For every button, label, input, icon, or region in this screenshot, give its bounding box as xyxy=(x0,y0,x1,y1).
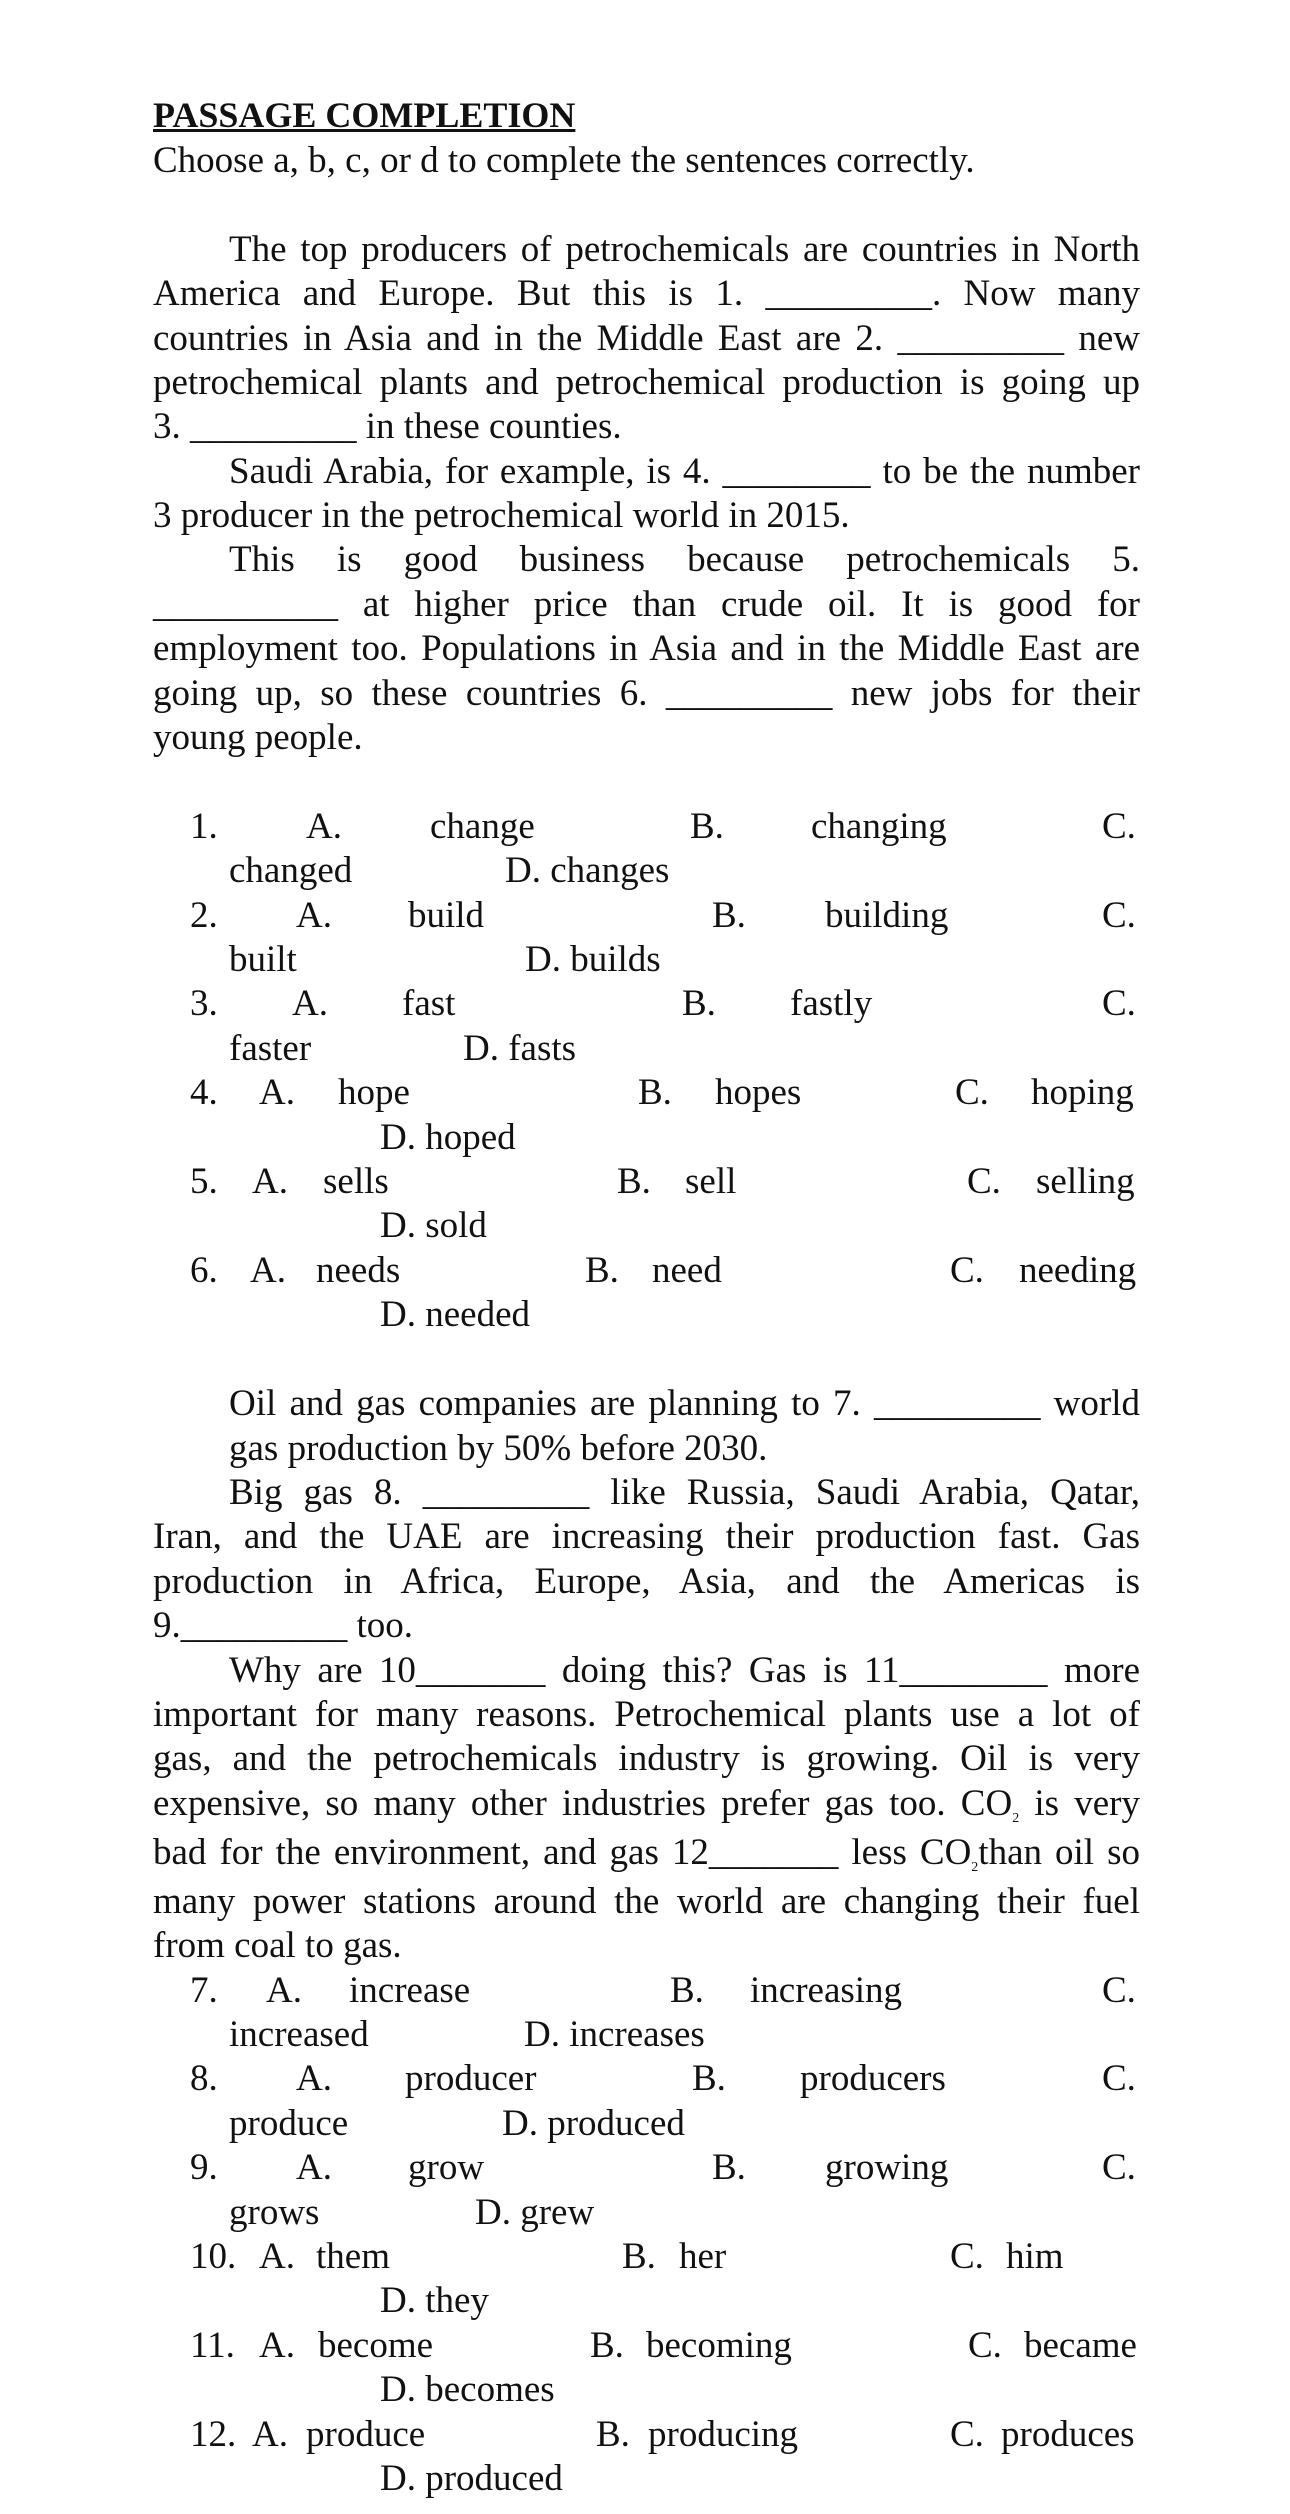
option-b-text[interactable]: becoming xyxy=(646,2325,792,2366)
option-c-text[interactable]: selling xyxy=(1036,1161,1135,1202)
question-number: 8. xyxy=(190,2058,218,2099)
option-c-text[interactable]: produce xyxy=(229,2103,349,2144)
passage-line: gas, and the petrochemicals industry is growing. Oil is very xyxy=(153,1738,1140,1779)
option-a-text[interactable]: produce xyxy=(306,2414,426,2455)
option-a-label: A. xyxy=(292,983,328,1024)
option-d[interactable]: D. they xyxy=(380,2280,489,2321)
passage-line: __________ at higher price than crude oil. It is good for xyxy=(153,584,1140,625)
question-number: 4. xyxy=(190,1072,218,1113)
question-number: 2. xyxy=(190,895,218,936)
option-d[interactable]: D. grew xyxy=(475,2192,595,2233)
option-a-label: A. xyxy=(252,1161,288,1202)
option-a-label: A. xyxy=(259,2325,295,2366)
option-a-label: A. xyxy=(250,1250,286,1291)
option-b-text[interactable]: her xyxy=(679,2236,727,2277)
page-title: PASSAGE COMPLETION xyxy=(153,95,576,135)
option-a-label: A. xyxy=(266,1970,302,2011)
option-b-label: B. xyxy=(682,983,716,1024)
passage-line: Iran, and the UAE are increasing their production fast. Gas xyxy=(153,1516,1140,1557)
option-c-text[interactable]: hoping xyxy=(1031,1072,1134,1113)
option-a-text[interactable]: build xyxy=(408,895,485,936)
option-c-text[interactable]: needing xyxy=(1019,1250,1137,1291)
option-b-label: B. xyxy=(638,1072,672,1113)
option-b-text[interactable]: producing xyxy=(648,2414,799,2455)
option-c-text[interactable]: became xyxy=(1024,2325,1137,2366)
option-c-label: C. xyxy=(967,1161,1001,1202)
passage-line: from coal to gas. xyxy=(153,1925,402,1966)
option-d[interactable]: D. increases xyxy=(524,2014,705,2055)
option-d[interactable]: D. fasts xyxy=(463,1028,577,1069)
option-b-text[interactable]: growing xyxy=(825,2147,949,2188)
option-d[interactable]: D. needed xyxy=(380,1294,530,1335)
option-c-label: C. xyxy=(950,2236,984,2277)
option-b-label: B. xyxy=(596,2414,630,2455)
option-b-label: B. xyxy=(617,1161,651,1202)
question-number: 5. xyxy=(190,1161,218,1202)
option-a-text[interactable]: increase xyxy=(349,1970,471,2011)
question-number: 11. xyxy=(190,2325,235,2366)
passage-line: America and Europe. But this is 1. _________. Now many xyxy=(153,273,1140,314)
option-b-label: B. xyxy=(712,2147,746,2188)
option-b-label: B. xyxy=(590,2325,624,2366)
passage-line: petrochemical plants and petrochemical production is going up xyxy=(153,362,1140,403)
option-a-label: A. xyxy=(296,2147,332,2188)
option-a-text[interactable]: sells xyxy=(323,1161,389,1202)
passage-line: gas production by 50% before 2030. xyxy=(229,1428,768,1469)
passage-line: Big gas 8. _________ like Russia, Saudi Arabia, Qatar, xyxy=(229,1472,1140,1513)
option-a-text[interactable]: grow xyxy=(408,2147,485,2188)
option-b-label: B. xyxy=(690,806,724,847)
question-number: 3. xyxy=(190,983,218,1024)
passage-line: 9._________ too. xyxy=(153,1605,414,1646)
option-d[interactable]: D. produced xyxy=(502,2103,685,2144)
option-b-text[interactable]: changing xyxy=(811,806,947,847)
option-b-text[interactable]: producers xyxy=(800,2058,946,2099)
option-a-text[interactable]: change xyxy=(430,806,535,847)
option-b-text[interactable]: increasing xyxy=(750,1970,903,2011)
option-c-text[interactable]: increased xyxy=(229,2014,369,2055)
passage-line: This is good business because petrochemicals 5. xyxy=(229,539,1140,580)
option-c-label: C. xyxy=(950,2414,984,2455)
option-a-label: A. xyxy=(296,895,332,936)
option-c-text[interactable]: faster xyxy=(229,1028,312,1069)
passage-line: 3. _________ in these counties. xyxy=(153,406,622,447)
passage-line: young people. xyxy=(153,717,363,758)
option-a-label: A. xyxy=(259,1072,295,1113)
option-b-label: B. xyxy=(670,1970,704,2011)
passage-line xyxy=(153,1783,1140,1826)
passage-line: employment too. Populations in Asia and in the Middle East are xyxy=(153,628,1140,669)
option-d[interactable]: D. hoped xyxy=(380,1117,516,1158)
option-c-text[interactable]: him xyxy=(1006,2236,1064,2277)
option-a-text[interactable]: producer xyxy=(405,2058,537,2099)
option-d[interactable]: D. becomes xyxy=(380,2369,555,2410)
option-c-label: C. xyxy=(1102,983,1136,1024)
question-number: 9. xyxy=(190,2147,218,2188)
option-c-label: C. xyxy=(950,1250,984,1291)
passage-line: Saudi Arabia, for example, is 4. ________ to be the number xyxy=(229,451,1140,492)
passage-text: bad for the environment, and gas 12_______ less CO xyxy=(153,1832,972,1873)
option-c-label: C. xyxy=(968,2325,1002,2366)
option-b-text[interactable]: sell xyxy=(685,1161,737,1202)
option-b-text[interactable]: fastly xyxy=(790,983,873,1024)
subscript: 2 xyxy=(1012,1811,1020,1826)
option-a-text[interactable]: needs xyxy=(316,1250,401,1291)
option-c-text[interactable]: changed xyxy=(229,850,353,891)
option-d[interactable]: D. produced xyxy=(380,2458,563,2499)
option-b-text[interactable]: need xyxy=(652,1250,722,1291)
passage-line: going up, so these countries 6. _________ new jobs for their xyxy=(153,673,1140,714)
option-a-label: A. xyxy=(296,2058,332,2099)
option-c-text[interactable]: produces xyxy=(1001,2414,1135,2455)
passage-line: Why are 10_______ doing this? Gas is 11________ more xyxy=(229,1650,1140,1691)
question-number: 12. xyxy=(190,2414,237,2455)
option-c-text[interactable]: built xyxy=(229,939,297,980)
option-c-label: C. xyxy=(1102,895,1136,936)
option-a-text[interactable]: become xyxy=(318,2325,434,2366)
passage-line: The top producers of petrochemicals are countries in North xyxy=(229,229,1140,270)
option-d[interactable]: D. changes xyxy=(505,850,670,891)
instructions: Choose a, b, c, or d to complete the sentences correctly. xyxy=(153,140,975,181)
option-b-text[interactable]: hopes xyxy=(715,1072,802,1113)
passage-text: than oil so xyxy=(978,1832,1140,1873)
option-c-label: C. xyxy=(1102,2147,1136,2188)
question-number: 1. xyxy=(190,806,218,847)
option-b-text[interactable]: building xyxy=(825,895,949,936)
option-a-label: A. xyxy=(259,2236,295,2277)
option-c-label: C. xyxy=(1102,1970,1136,2011)
question-number: 7. xyxy=(190,1970,218,2011)
option-b-label: B. xyxy=(692,2058,726,2099)
option-d[interactable]: D. builds xyxy=(525,939,661,980)
passage-line: Oil and gas companies are planning to 7. _________ world xyxy=(229,1383,1140,1424)
option-d[interactable]: D. sold xyxy=(380,1205,487,1246)
passage-line: 3 producer in the petrochemical world in 2015. xyxy=(153,495,850,536)
question-number: 10. xyxy=(190,2236,237,2277)
passage-line xyxy=(153,1832,1140,1875)
option-c-label: C. xyxy=(955,1072,989,1113)
option-b-label: B. xyxy=(712,895,746,936)
option-a-text[interactable]: fast xyxy=(402,983,456,1024)
option-a-text[interactable]: hope xyxy=(338,1072,410,1113)
option-b-label: B. xyxy=(622,2236,656,2277)
question-number: 6. xyxy=(190,1250,218,1291)
passage-text: expensive, so many other industries prefer gas too. CO xyxy=(153,1783,1013,1824)
passage-text: is very xyxy=(1019,1783,1140,1824)
option-b-label: B. xyxy=(585,1250,619,1291)
passage-line: countries in Asia and in the Middle East are 2. _________ new xyxy=(153,318,1140,359)
option-a-label: A. xyxy=(252,2414,288,2455)
passage-line: many power stations around the world are changing their fuel xyxy=(153,1881,1140,1922)
option-a-label: A. xyxy=(306,806,342,847)
option-c-label: C. xyxy=(1102,806,1136,847)
option-c-text[interactable]: grows xyxy=(229,2192,320,2233)
option-a-text[interactable]: them xyxy=(316,2236,390,2277)
passage-line: production in Africa, Europe, Asia, and the Americas is xyxy=(153,1561,1140,1602)
option-c-label: C. xyxy=(1102,2058,1136,2099)
subscript: 2 xyxy=(971,1860,979,1875)
passage-line: important for many reasons. Petrochemical plants use a lot of xyxy=(153,1694,1140,1735)
